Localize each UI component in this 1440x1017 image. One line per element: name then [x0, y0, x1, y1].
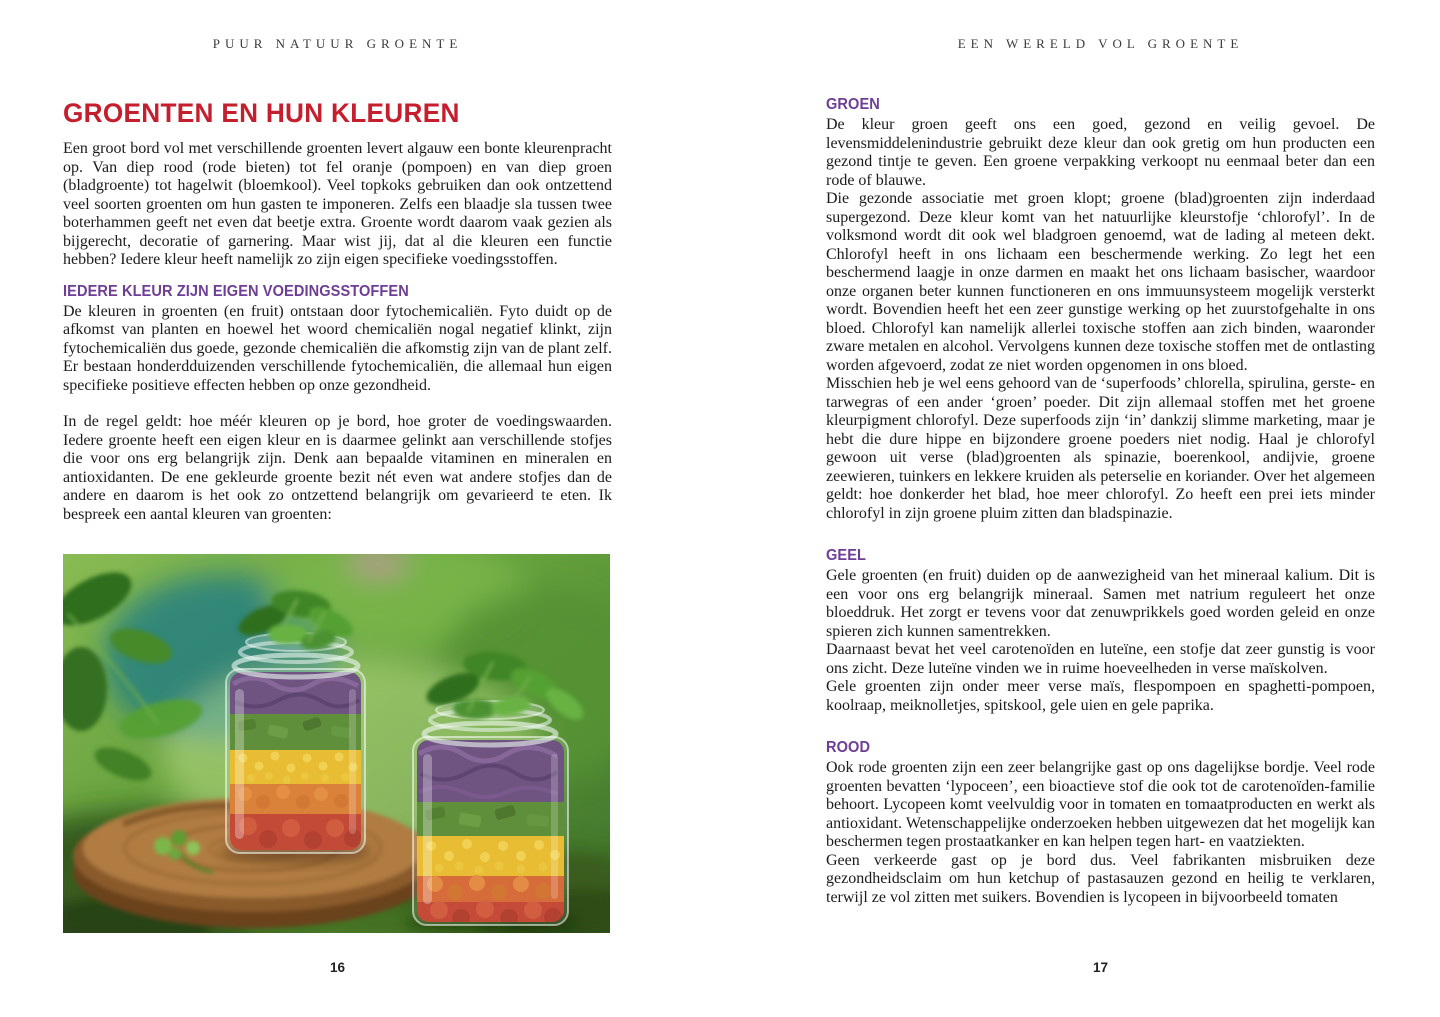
- section-heading-rood: ROOD: [826, 739, 871, 756]
- page-number-right: 17: [1092, 960, 1109, 975]
- page-left: [63, 0, 612, 1017]
- paragraph: De kleuren in groenten (en fruit) ontstaan door fytochemicaliën. Fyto duidt op de afkomst van planten en hoewel het woord chemicaliën nogal negatief klinkt, zijn fytochemicaliën dus goede, gezonde chemicaliën die afkomstig zijn van de plant zelf. Er bestaan honderdduizenden verschillende fytochemicaliën, die allemaal hun eigen specifieke positieve effecten hebben op onze gezondheid.: [63, 302, 612, 394]
- paragraph: Daarnaast bevat het veel carotenoïden en luteïne, een stofje dat zeer gunstig is voor ons zicht. Deze luteïne vinden we in ruime hoeveelheden in verse maïskolven.: [826, 641, 1375, 677]
- running-header-left: PUUR NATUUR GROENTE: [212, 36, 463, 51]
- section-rood: [826, 739, 1375, 907]
- section-geel: [826, 547, 1375, 715]
- section-groen: [826, 96, 1375, 523]
- page-right: [826, 0, 1375, 1017]
- paragraph: Gele groenten (en fruit) duiden op de aanwezigheid van het mineraal kalium. Dit is een voor ons erg belangrijk mineraal. Samen met natrium reguleert het onze bloeddruk. Het zorgt er tevens voor dat zenuwprikkels goed worden geleid en onze spieren zich kunnen samentrekken.: [826, 567, 1375, 640]
- paragraph: Ook rode groenten zijn een zeer belangrijke gast op ons dagelijkse bordje. Veel rode groenten bevatten ‘lypoceen’, een bioactieve stof die ook tot de carotenoïden-familie behoort. Lycopeen komt veelvuldig voor in tomaten en tomaatproducten en werkt als antioxidant. Wetenschappelijke onderzoeken hebben uitgewezen dat het mogelijk kan beschermen tegen prostaatkanker en kan helpen tegen hart- en vaatziekten.: [826, 759, 1375, 850]
- photo-rainbow-salad-jars: [63, 554, 610, 933]
- paragraph: De kleur groen geeft ons een goed, gezond en veilig gevoel. De levensmiddelenindustrie gebruikt deze kleur dan ook gretig om hun producten een gezond tintje te geven. Een groene verpakking verkoopt nu eenmaal beter dan een rode of blauwe.: [826, 116, 1375, 189]
- section-heading-voedingsstoffen: IEDERE KLEUR ZIJN EIGEN VOEDINGSSTOFFEN: [63, 282, 409, 300]
- rood-paragraphs: [826, 759, 1375, 907]
- paragraph: Een groot bord vol met verschillende groenten levert algauw een bonte kleurenpracht op. Van diep rood (rode bieten) tot fel oranje (pompoen) en van diep groen (bladgroente) tot hagelwit (bloemkool). Veel topkoks gebruiken dan ook ontzettend veel soorten groenten om hun gasten te imponeren. Zelfs een blaadje sla tussen twee boterhammen geeft net even dat beetje extra. Groente wordt daarom vaak gezien als bijgerecht, decoratie of garnering. Maar wist jij, dat al die kleuren een functie hebben? Iedere kleur heeft namelijk zo zijn eigen specifieke voedingsstoffen.: [63, 140, 612, 268]
- rainbow-jars-illustration: [63, 554, 610, 933]
- paragraph: Gele groenten zijn onder meer verse maïs, flespompoen en spaghetti-pompoen, koolraap, meiknolletjes, spitskool, gele uien en gele paprika.: [826, 678, 1375, 714]
- paragraph: Die gezonde associatie met groen klopt; groene (blad)groenten zijn inderdaad supergezond. Deze kleur komt van het natuurlijke kleurstofje ‘chlorofyl’. In de volksmond wordt dit ook wel bladgroen genoemd, wat de lading al meteen dekt. Chlorofyl heeft in ons lichaam een beschermende werking. Zo legt het een beschermend laagje in onze darmen en maakt het ons lichaam basischer, waardoor onze organen beter kunnen functioneren en ons immuunsysteem mogelijk versterkt wordt. Bovendien heeft het een zeer gunstige werking op het zuurstofgehalte in ons bloed. Chlorofyl kan namelijk allerlei toxische stoffen aan zich binden, waaronder zware metalen en alcohol. Vervolgens kunnen deze toxische stoffen met de ontlasting worden afgevoerd, zodat ze niet worden opgenomen in ons bloed.: [826, 190, 1375, 374]
- chapter-title: GROENTEN EN HUN KLEUREN: [63, 98, 460, 128]
- page-number-left: 16: [329, 960, 346, 975]
- paragraph: Geen verkeerde gast op je bord dus. Veel fabrikanten misbruiken deze gezondheidsclaim om hun ketchup of pastasauzen gezond en heilig te verklaren, terwijl ze vol zitten met suikers. Bovendien is lycopeen in bijvoorbeeld tomaten: [826, 851, 1375, 906]
- intro-paragraphs: [63, 140, 612, 270]
- section-heading-groen: GROEN: [826, 96, 880, 113]
- paragraph: Misschien heb je wel eens gehoord van de ‘superfoods’ chlorella, spirulina, gerste- en tarwegras of een ander ‘groen’ poeder. Dit zijn allemaal stoffen met het groene kleurpigment chlorofyl. Deze superfoods zijn ‘in’ dankzij slimme marketing, maar je hebt die dure hippe en bijzondere groene poeders niet nodig. Haal je chlorofyl gewoon uit verse (blad)groenten als spinazie, boerenkool, andijvie, groene zeewieren, tuinkers en lekkere kruiden als peterselie en koriander. Over het algemeen geldt: hoe donkerder het blad, hoe meer chlorofyl. Zo heeft een prei iets minder chlorofyl in zijn groene pluim zitten dan bladspinazie.: [826, 375, 1375, 522]
- running-header-right: EEN WERELD VOL GROENTE: [957, 36, 1244, 51]
- voedingsstoffen-paragraphs: [63, 303, 612, 525]
- paragraph: In de regel geldt: hoe méér kleuren op je bord, hoe groter de voedingswaarden. Iedere groente heeft een eigen kleur en is daarmee gelinkt aan verschillende stofjes die voor ons erg belangrijk zijn. Denk aan bepaalde vitaminen en mineralen en antioxidanten. De ene gekleurde groente bezit nét even wat andere stofjes dan de andere en daarom is het ook zo ontzettend belangrijk om gevarieerd te eten. Ik bespreek een aantal kleuren van groenten:: [63, 413, 612, 523]
- geel-paragraphs: [826, 567, 1375, 715]
- section-heading-geel: GEEL: [826, 547, 867, 564]
- groen-paragraphs: [826, 116, 1375, 523]
